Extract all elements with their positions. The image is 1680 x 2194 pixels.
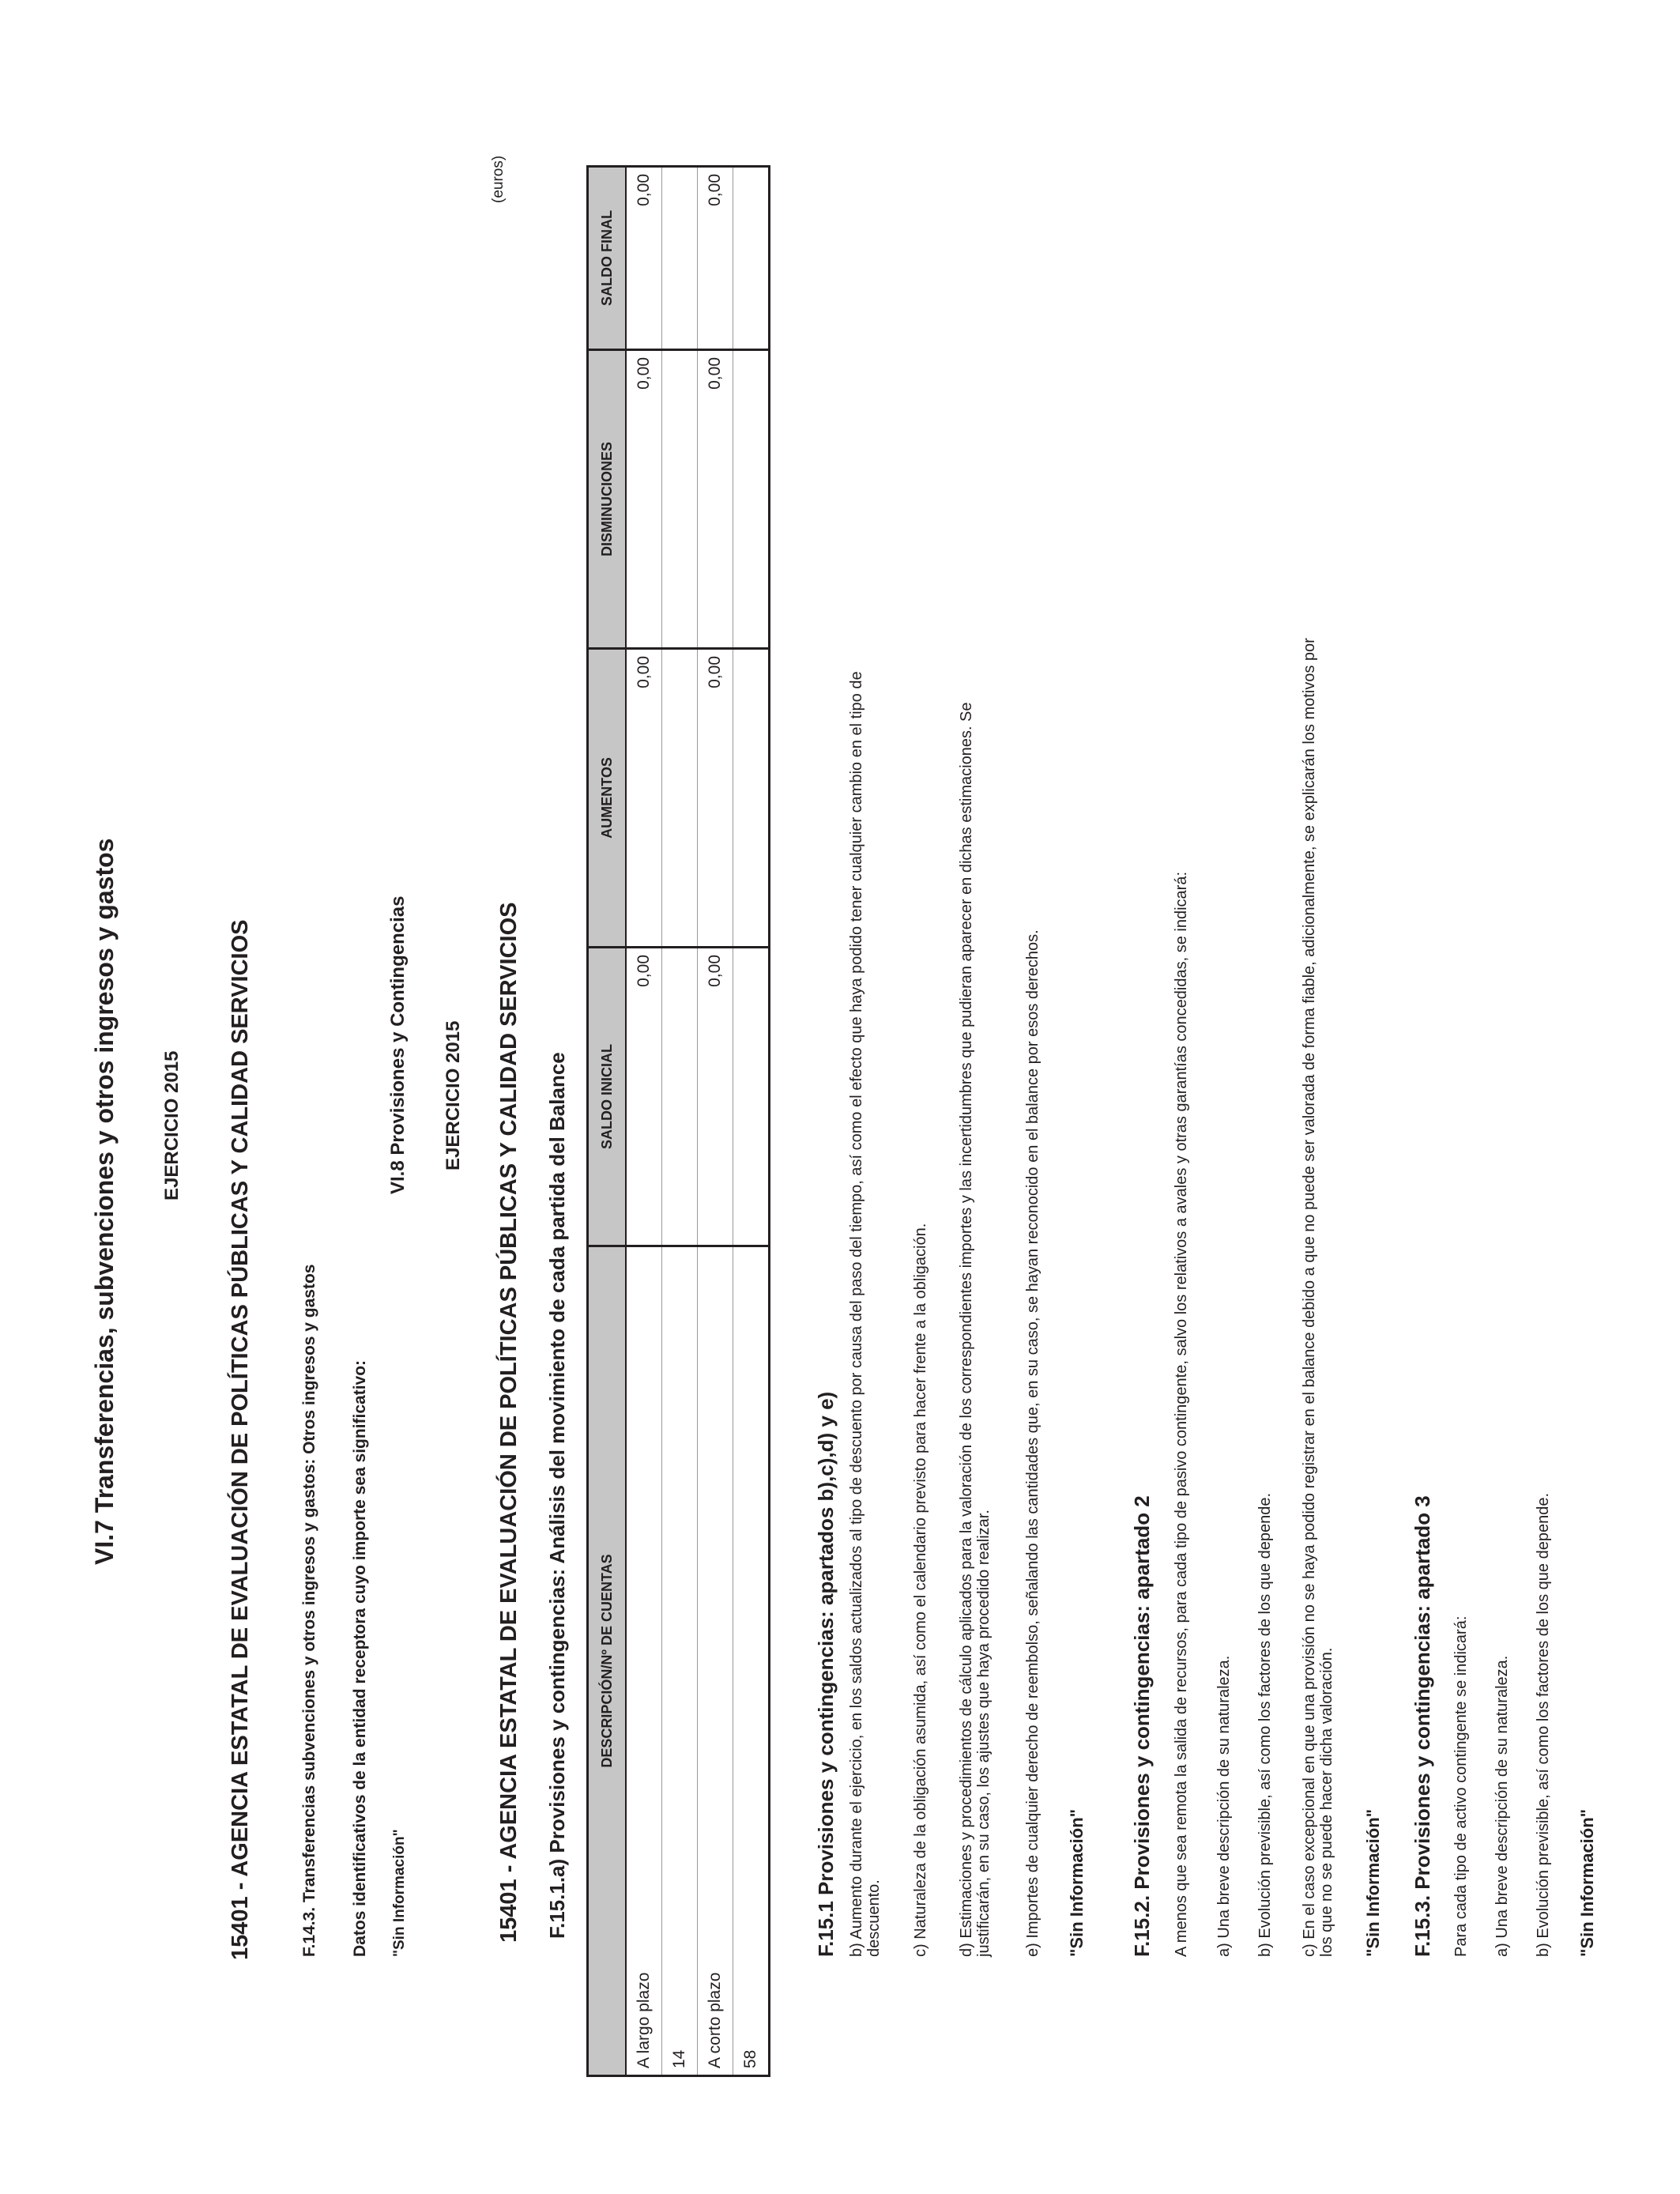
f153-b: b) Evolución previsible, así como los factores de los que depende.: [1535, 1492, 1552, 1957]
cell-account: 58: [733, 1246, 770, 2076]
cell-desc: A corto plazo: [698, 1246, 733, 2076]
table-row: [626, 167, 662, 2076]
col-header-disminuciones: DISMINUCIONES: [588, 350, 627, 649]
f152-title: F.15.2. Provisiones y contingencias: apartado 2: [1130, 1495, 1154, 1957]
f14-sin-informacion: "Sin Información": [391, 1829, 408, 1957]
f152-c-line1: c) En el caso excepcional en que una provisión no se haya podido registrar en el balance debido a que no puede ser valorada de forma fiable, adicionalmente, se explicarán los motivos por: [1301, 638, 1318, 1957]
cell-aumentos: 0,00: [698, 649, 733, 948]
col-header-descripcion: DESCRIPCIÓN/Nº DE CUENTAS: [588, 1246, 627, 2076]
f151-c: c) Naturaleza de la obligación asumida, así como el calendario previsto para hacer frente a la obligación.: [912, 1223, 929, 1957]
table-row-account: [733, 167, 770, 2076]
section-title: VI.8 Provisiones y Contingencias: [387, 895, 409, 1194]
provisions-table: [586, 165, 770, 2077]
f152-intro: A menos que sea remota la salida de recursos, para cada tipo de pasivo contingente, salvo los relativos a avales y otras garantías concedidas, se indicará:: [1173, 871, 1190, 1957]
cell-saldo-inicial: 0,00: [698, 948, 733, 1246]
f152-sin-informacion: "Sin Información": [1363, 1808, 1383, 1957]
cell-saldo-final: 0,00: [626, 167, 662, 350]
cell-account: 14: [662, 1246, 698, 2076]
f151-sin-informacion: "Sin Información": [1067, 1808, 1087, 1957]
col-header-saldo-inicial: SALDO INICIAL: [588, 948, 627, 1246]
exercise-heading: EJERCICIO 2015: [161, 1050, 183, 1201]
table-row: [698, 167, 733, 2076]
f153-title: F.15.3. Provisiones y contingencias: apartado 3: [1411, 1495, 1434, 1957]
f151a-title: F.15.1.a) Provisiones y contingencias: Análisis del movimiento de cada partida del Balance: [545, 1052, 569, 1939]
f153-intro: Para cada tipo de activo contingente se indicará:: [1452, 1615, 1470, 1957]
f152-c-line2: los que no se puede hacer dicha valoración.: [1318, 1647, 1335, 1957]
f151-d-line2: justificarán, en su caso, los ajustes que haya procedido realizar.: [975, 1510, 993, 1957]
f152-b: b) Evolución previsible, así como los factores de los que depende.: [1256, 1492, 1274, 1957]
table-header-row: [588, 167, 627, 2076]
col-header-saldo-final: SALDO FINAL: [588, 167, 627, 350]
f151-b-line2: descuento.: [865, 1879, 883, 1957]
cell-disminuciones: 0,00: [626, 350, 662, 649]
f151-d-line1: d) Estimaciones y procedimientos de cálculo aplicados para la valoración de los correspondientes importes y las incertidumbres que pudieran aparecer en dichas estimaciones. Se: [958, 702, 975, 1957]
cell-disminuciones: 0,00: [698, 350, 733, 649]
table-row-account: [662, 167, 698, 2076]
f151-title: F.15.1 Provisiones y contingencias: apartados b),c),d) y e): [814, 1391, 838, 1957]
f153-sin-informacion: "Sin Información": [1577, 1808, 1597, 1957]
f14-title: F.14.3. Transferencias subvenciones y otros ingresos y gastos: Otros ingresos y gastos: [300, 1264, 318, 1957]
f152-a: a) Una breve descripción de su naturaleza.: [1215, 1655, 1233, 1957]
agency-heading-2: 15401 - AGENCIA ESTATAL DE EVALUACIÓN DE POLÍTICAS PÚBLICAS Y CALIDAD SERVICIOS: [496, 902, 522, 1943]
cell-saldo-final: 0,00: [698, 167, 733, 350]
cell-saldo-inicial: 0,00: [626, 948, 662, 1246]
f151-b-line1: b) Aumento durante el ejercicio, en los saldos actualizados al tipo de descuento por causa del paso del tiempo, así como el efecto que haya podido tener cualquier cambio en el tipo de: [848, 671, 865, 1957]
col-header-aumentos: AUMENTOS: [588, 649, 627, 948]
exercise-heading-2: EJERCICIO 2015: [443, 1020, 464, 1171]
cell-aumentos: 0,00: [626, 649, 662, 948]
provisions-table-wrapper: [586, 168, 770, 2077]
euros-unit-label: (euros): [490, 155, 507, 203]
agency-heading: 15401 - AGENCIA ESTATAL DE EVALUACIÓN DE POLÍTICAS PÚBLICAS Y CALIDAD SERVICIOS: [228, 919, 253, 1960]
f151-e: e) Importes de cualquier derecho de reembolso, señalando las cantidades que, en su caso, se hayan reconocido en el balance por esos derechos.: [1024, 929, 1042, 1957]
page-title: VI.7 Transferencias, subvenciones y otros ingresos y gastos: [90, 838, 119, 1565]
cell-desc: A largo plazo: [626, 1246, 662, 2076]
f153-a: a) Una breve descripción de su naturaleza.: [1494, 1655, 1511, 1957]
f14-data-label: Datos identificativos de la entidad receptora cuyo importe sea significativo:: [351, 1359, 369, 1957]
